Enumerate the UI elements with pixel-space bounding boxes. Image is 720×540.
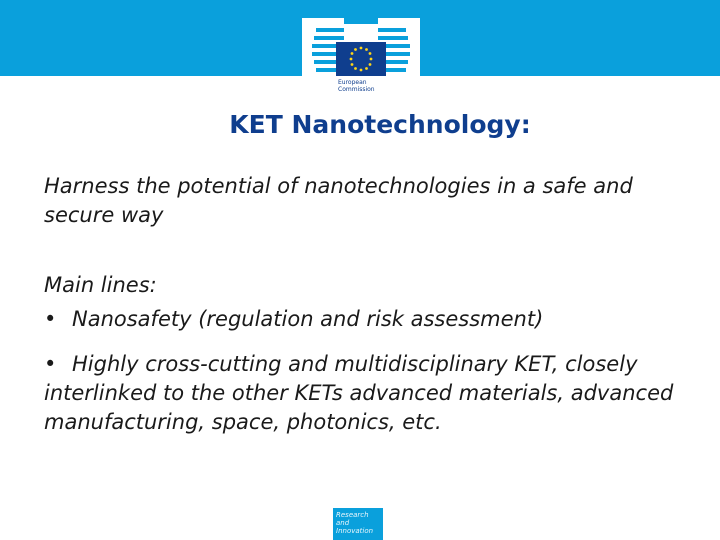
footer-logo-line2: Innovation [336, 527, 374, 535]
research-innovation-logo [333, 508, 383, 540]
bullet-icon: • [44, 352, 57, 376]
intro-text: Harness the potential of nanotechnologies in a safe and secure way [44, 174, 633, 227]
footer-logo-line1: Research and [336, 511, 369, 527]
main-lines-heading: Main lines: [44, 273, 157, 297]
logo-line2: Commission [338, 86, 375, 93]
slide-title: KET Nanotechnology: [229, 110, 531, 139]
logo-line1: European [338, 79, 367, 86]
ec-building-logo-icon [302, 18, 420, 104]
bullet-item [44, 350, 684, 437]
bullet-item [44, 305, 684, 334]
bullet-icon: • [44, 307, 57, 331]
bullet-text: Nanosafety (regulation and risk assessment) [72, 307, 544, 331]
european-commission-logo [302, 18, 420, 104]
bullet-text: Highly cross-cutting and multidisciplinary KET, closely interlinked to the other KETs advanced materials, advanced manufacturing, space, photonics, etc. [44, 352, 674, 434]
